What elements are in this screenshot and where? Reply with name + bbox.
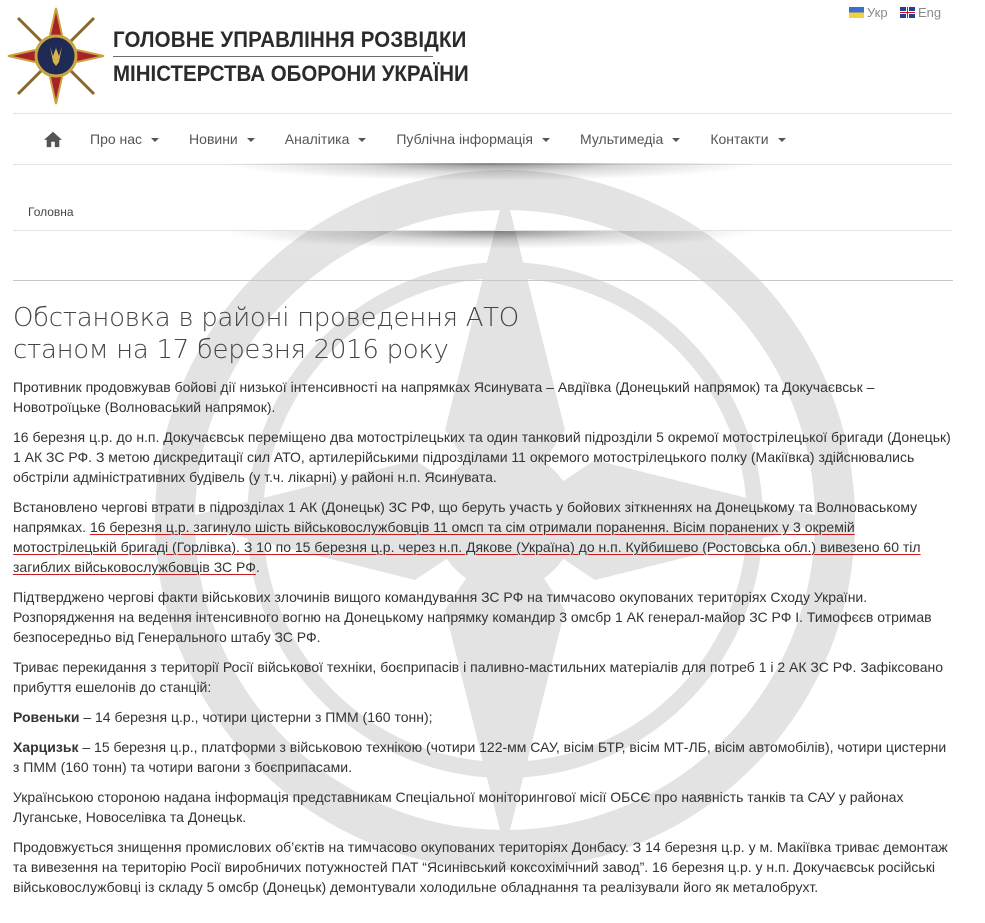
station-details: – 15 березня ц.р., платформи з військовою технікою (чотири 122-мм САУ, вісім БТР, вісім МТ-ЛБ, вісім автомобілів), чотири цистерни з ПММ (160 тонн) та чотири вагони з боєприпасами. <box>13 739 947 775</box>
nav-item-analytics[interactable] <box>270 114 382 164</box>
nav-shadow <box>220 163 760 181</box>
caret-down-icon <box>247 138 255 142</box>
ukraine-flag-icon <box>849 7 864 18</box>
caret-down-icon <box>358 138 366 142</box>
caret-down-icon <box>778 138 786 142</box>
divider <box>13 280 953 281</box>
site-header <box>0 0 985 110</box>
paragraph-end: . <box>255 559 260 575</box>
lang-ukr-link[interactable] <box>849 5 888 20</box>
station-name: Харцизьк <box>13 739 79 755</box>
article-paragraph <box>13 497 953 577</box>
article-paragraph <box>13 707 953 727</box>
caret-down-icon <box>542 138 550 142</box>
nav-item-label: Мультимедіа <box>580 131 664 147</box>
article-paragraph <box>13 737 953 777</box>
gur-emblem-icon[interactable] <box>6 6 106 106</box>
uk-flag-icon <box>900 7 915 18</box>
lang-ukr-label: Укр <box>867 5 888 20</box>
paragraph-text: Встановлено чергові втрати в підрозділах 1 АК (Донецьк) ЗС РФ, що беруть участь у бойових зіткненнях на Донецькому та Волноваському напрямках. <box>13 499 918 535</box>
article-paragraph: Підтверджено чергові факти військових злочинів вищого командування ЗС РФ на тимчасово окупованих територіях Сходу України. Розпорядження на ведення інтенсивного вогню на Донецькому напрямку командир 3 омсбр 1 АК генерал-майор ЗС РФ І. Тимофєєв отримав безпосередньо від Генерального штабу ЗС РФ. <box>13 589 932 645</box>
article-paragraph: Продовжується знищення промислових об’єктів на тимчасово окупованих територіях Донбасу. З 14 березня ц.р. у м. Макіївка триває демонтаж та вивезення на територію Росії виробничих потужностей ПАТ “Ясинівський коксохімічний завод”. 16 березня ц.р. у н.п. Докучаєвськ російські військовослужбовці із складу 5 омсбр (Донецьк) демонтували холодильне обладнання та реалізували його як металобрухт. <box>13 839 948 895</box>
nav-item-public-info[interactable] <box>381 114 565 164</box>
home-icon[interactable] <box>41 130 65 148</box>
station-details: – 14 березня ц.р., чотири цистерни з ПММ (160 тонн); <box>79 709 433 725</box>
main-nav <box>13 113 952 165</box>
nav-item-contacts[interactable] <box>695 114 800 164</box>
caret-down-icon <box>151 138 159 142</box>
article-paragraph: Противник продовжував бойові дії низької інтенсивності на напрямках Ясинувата – Авдіївка (Донецький напрямок) та Докучаєвськ – Новотроїцьке (Волноваський напрямок). <box>13 379 875 415</box>
lang-eng-label: Eng <box>918 5 942 20</box>
nav-item-label: Новини <box>189 131 238 147</box>
breadcrumb-shadow <box>220 231 760 249</box>
article-paragraph: Триває перекидання з території Росії військової техніки, боєприпасів і паливно-мастильних матеріалів для потреб 1 і 2 АК ЗС РФ. Зафіксовано прибуття ешелонів до станцій: <box>13 659 944 695</box>
page-title-line1: Обстановка в районі проведення АТО <box>13 303 519 333</box>
lang-eng-link[interactable] <box>900 5 941 20</box>
station-name: Ровеньки <box>13 709 80 725</box>
article-body <box>13 377 953 907</box>
highlighted-text: 16 березня ц.р. загинуло шість військовослужбовців 11 омсп та сім отримали поранення. Вісім поранених у 3 окремій мотострілецькій бригаді (Горлівка). З 10 по 15 березня ц.р. через н.п. Дякове (Україна) до н.п. Куйбишево (Ростовська обл.) вивезено 60 тіл загиблих військовослужбовців ЗС РФ <box>13 519 921 575</box>
title-divider <box>113 56 433 57</box>
page-title-line2: станом на 17 березня 2016 року <box>13 335 449 365</box>
nav-item-about[interactable] <box>75 114 174 164</box>
breadcrumb-home-link[interactable]: Головна <box>28 205 74 219</box>
article-paragraph: Українською стороною надана інформація представникам Спеціальної моніторингової місії ОБСЄ про наявність танків та САУ у районах Луганське, Новоселівка та Донецьк. <box>13 789 904 825</box>
nav-item-multimedia[interactable] <box>565 114 695 164</box>
nav-item-label: Аналітика <box>284 131 350 147</box>
page-title <box>13 302 943 366</box>
site-title-line2: МІНІСТЕРСТВА ОБОРОНИ УКРАЇНИ <box>113 61 469 86</box>
site-title-line1: ГОЛОВНЕ УПРАВЛІННЯ РОЗВІДКИ <box>113 27 467 52</box>
nav-item-label: Публічна інформація <box>396 131 534 147</box>
nav-item-news[interactable] <box>174 114 270 164</box>
nav-item-label: Про нас <box>90 131 143 147</box>
caret-down-icon <box>672 138 680 142</box>
article-paragraph: 16 березня ц.р. до н.п. Докучаєвськ переміщено два мотострілецьких та один танковий підрозділи 5 окремої мотострілецької бригади (Донецьк) 1 АК ЗС РФ. З метою дискредитації сил АТО, артилерійськими підрозділами 11 окремого мотострілецького полку (Макіївка) здійснювались обстріли адміністративних будівель (у т.ч. лікарні) у районі н.п. Ясинувата. <box>13 429 951 485</box>
nav-item-label: Контакти <box>710 131 769 147</box>
site-title[interactable] <box>113 27 495 87</box>
breadcrumb <box>13 193 952 231</box>
